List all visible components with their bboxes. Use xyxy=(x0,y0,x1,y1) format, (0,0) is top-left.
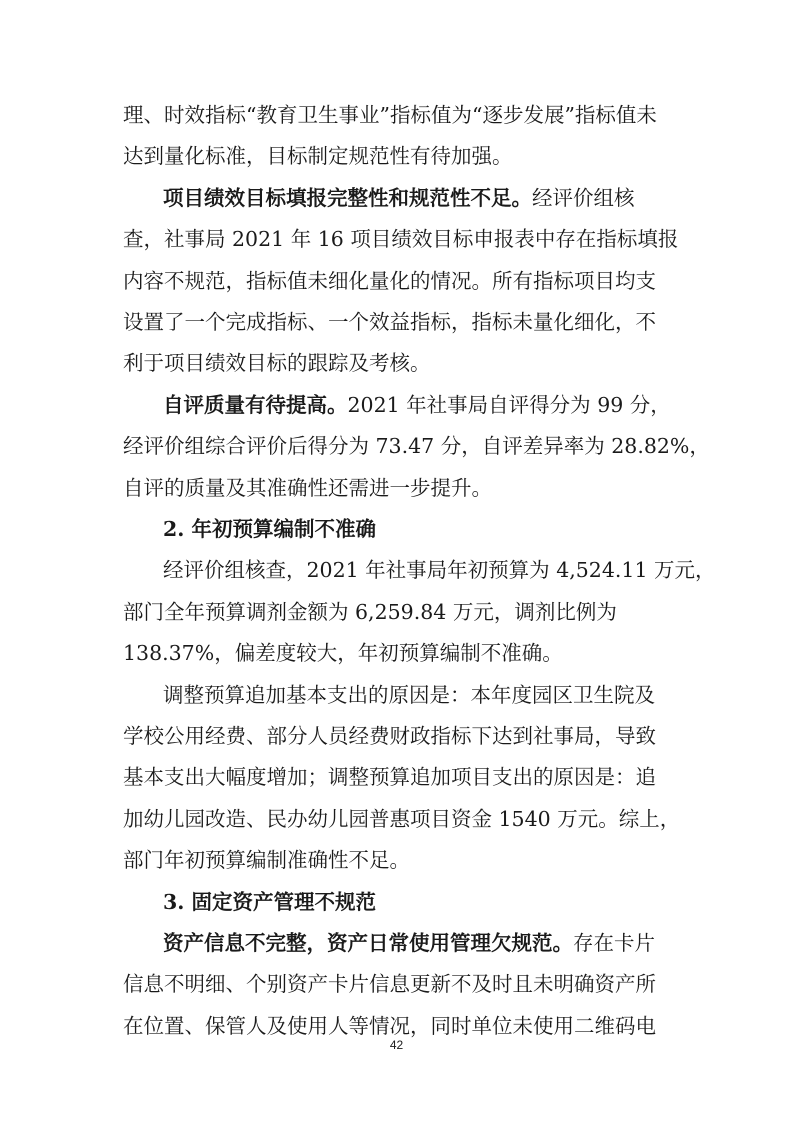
paragraph-line: 基本支出大幅度增加；调整预算追加项目支出的原因是：追 xyxy=(123,765,656,790)
paragraph-line: 资产信息不完整，资产日常使用管理欠规范。存在卡片 xyxy=(163,931,655,955)
paragraph-line: 查，社事局 2021 年 16 项目绩效目标申报表中存在指标填报 xyxy=(123,227,679,252)
paragraph-line: 项目绩效目标填报完整性和规范性不足。经评价组核 xyxy=(163,185,635,210)
section-heading: 3. 固定资产管理不规范 xyxy=(163,889,377,914)
section-heading: 2. 年初预算编制不准确 xyxy=(163,517,377,541)
paragraph-line: 自评的质量及其准确性还需进一步提升。 xyxy=(123,475,492,500)
paragraph-line: 学校公用经费、部分人员经费财政指标下达到社事局，导致 xyxy=(123,724,656,748)
paragraph-line: 部门年初预算编制准确性不足。 xyxy=(123,848,410,873)
paragraph-line: 在位置、保管人及使用人等情况，同时单位未使用二维码电 xyxy=(123,1013,656,1038)
section-heading-inline: 资产信息不完整，资产日常使用管理欠规范。 xyxy=(163,931,573,955)
paragraph-line: 138.37%，偏差度较大，年初预算编制不准确。 xyxy=(123,641,563,666)
paragraph-line: 调整预算追加基本支出的原因是：本年度园区卫生院及 xyxy=(163,682,655,707)
paragraph-line: 利于项目绩效目标的跟踪及考核。 xyxy=(123,351,431,376)
paragraph-line: 内容不规范，指标值未细化量化的情况。所有指标项目均支 xyxy=(123,268,656,293)
paragraph-line: 经评价组综合评价后得分为 73.47 分，自评差异率为 28.82%， xyxy=(123,434,710,459)
section-heading-inline: 自评质量有待提高。 xyxy=(163,392,348,417)
section-heading-inline: 项目绩效目标填报完整性和规范性不足。 xyxy=(163,185,532,210)
paragraph-line: 经评价组核查，2021 年社事局年初预算为 4,524.11 万元， xyxy=(163,558,716,583)
paragraph-line: 加幼儿园改造、民办幼儿园普惠项目资金 1540 万元。综上， xyxy=(123,806,681,831)
paragraph-line: 理、时效指标“教育卫生事业”指标值为“逐步发展”指标值未 xyxy=(123,103,657,127)
paragraph-line: 达到量化标准，目标制定规范性有待加强。 xyxy=(123,144,513,169)
paragraph-line: 自评质量有待提高。2021 年社事局自评得分为 99 分， xyxy=(163,392,671,417)
paragraph-line: 设置了一个完成指标、一个效益指标，指标未量化细化，不 xyxy=(123,310,656,334)
page-number: 42 xyxy=(389,1038,404,1052)
paragraph-line: 信息不明细、个别资产卡片信息更新不及时且未明确资产所 xyxy=(123,972,656,997)
paragraph-line: 部门全年预算调剂金额为 6,259.84 万元，调剂比例为 xyxy=(123,599,617,624)
